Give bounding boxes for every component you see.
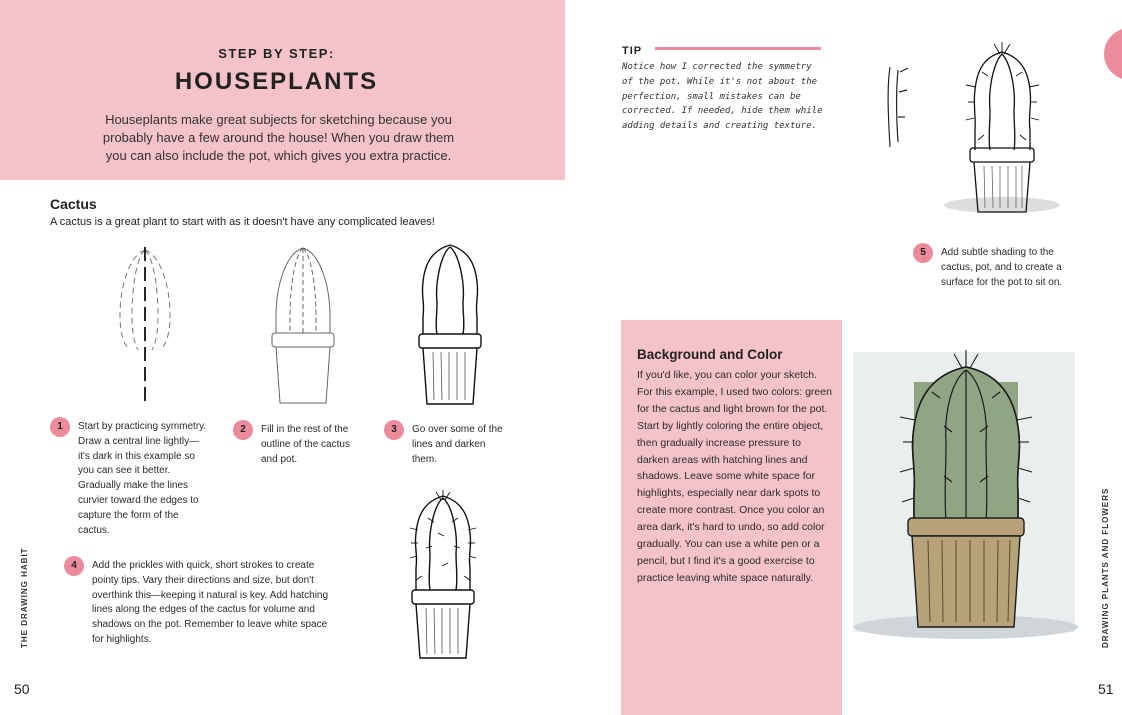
background-color-text: If you'd like, you can color your sketch. For this example, I used two colors: green for the cactus and light brown for the pot. Start by lightly coloring the entire object, then gradually increase pressure to darken areas with hatching lines and shadows. Leave some white space for highlights, especially near dark spots to create more contrast. Once you color an area dark, it's hard to undo, so add color gradually. You can use a white pen or a pencil, but I find it's a good exercise to practice leaving white space naturally.: [637, 369, 832, 584]
tip-rule: [655, 47, 821, 50]
step-text-5: Add subtle shading to the cactus, pot, and to create a surface for the pot to sit on.: [941, 247, 1063, 288]
step-text-2: Fill in the rest of the outline of the cactus and pot.: [261, 424, 350, 465]
step-number-3: 3: [384, 420, 404, 440]
cactus-sketch-step2: [268, 245, 338, 410]
section-subtitle: A cactus is a great plant to start with as it doesn't have any complicated leaves!: [50, 216, 435, 228]
page-tab-marker: [1104, 28, 1122, 80]
running-head-left: THE DRAWING HABIT: [20, 547, 29, 648]
intro-paragraph: Houseplants make great subjects for sketching because you probably have a few around the house! When you draw them you can also include the pot, which gives you extra practice.: [102, 112, 455, 163]
step-text-3: Go over some of the lines and darken them.: [412, 424, 503, 465]
tip-text: Notice how I corrected the symmetry of the pot. While it's not about the perfection, small mistakes can be corrected. If needed, hide them while adding details and creating texture.: [622, 62, 823, 132]
page-number-left: 50: [14, 681, 30, 697]
step-text-1: Start by practicing symmetry. Draw a central line lightly—it's dark in this example so you can see it better. Gradually make the lines curvier toward the edges to capture the form of the cactus.: [78, 421, 207, 536]
page-number-right: 51: [1098, 681, 1114, 697]
step-text-4: Add the prickles with quick, short strokes to create pointy tips. Vary their directions and size, but don't overthink this—keeping it natural is key. Add hatching lines along the edges of the cactus for volume and shadows on the pot. Remember to leave white space for highlights.: [92, 560, 329, 645]
cactus-fragment-sketch: [884, 62, 914, 152]
cactus-sketch-step5: [940, 40, 1060, 220]
cactus-sketch-step4: [408, 488, 478, 663]
colored-cactus-illustration: [848, 342, 1078, 647]
page-title: HOUSEPLANTS: [174, 68, 379, 95]
running-head-right: DRAWING PLANTS AND FLOWERS: [1101, 487, 1110, 648]
step-number-5: 5: [913, 243, 933, 263]
step-number-4: 4: [64, 556, 84, 576]
step-number-2: 2: [233, 420, 253, 440]
cactus-sketch-step1: [110, 245, 180, 410]
step-number-1: 1: [50, 417, 70, 437]
section-title: Cactus: [50, 196, 97, 212]
header-kicker: STEP BY STEP:: [218, 46, 335, 61]
cactus-sketch-step3: [415, 242, 485, 410]
tip-label: TIP: [622, 45, 643, 57]
background-color-title: Background and Color: [637, 347, 783, 362]
